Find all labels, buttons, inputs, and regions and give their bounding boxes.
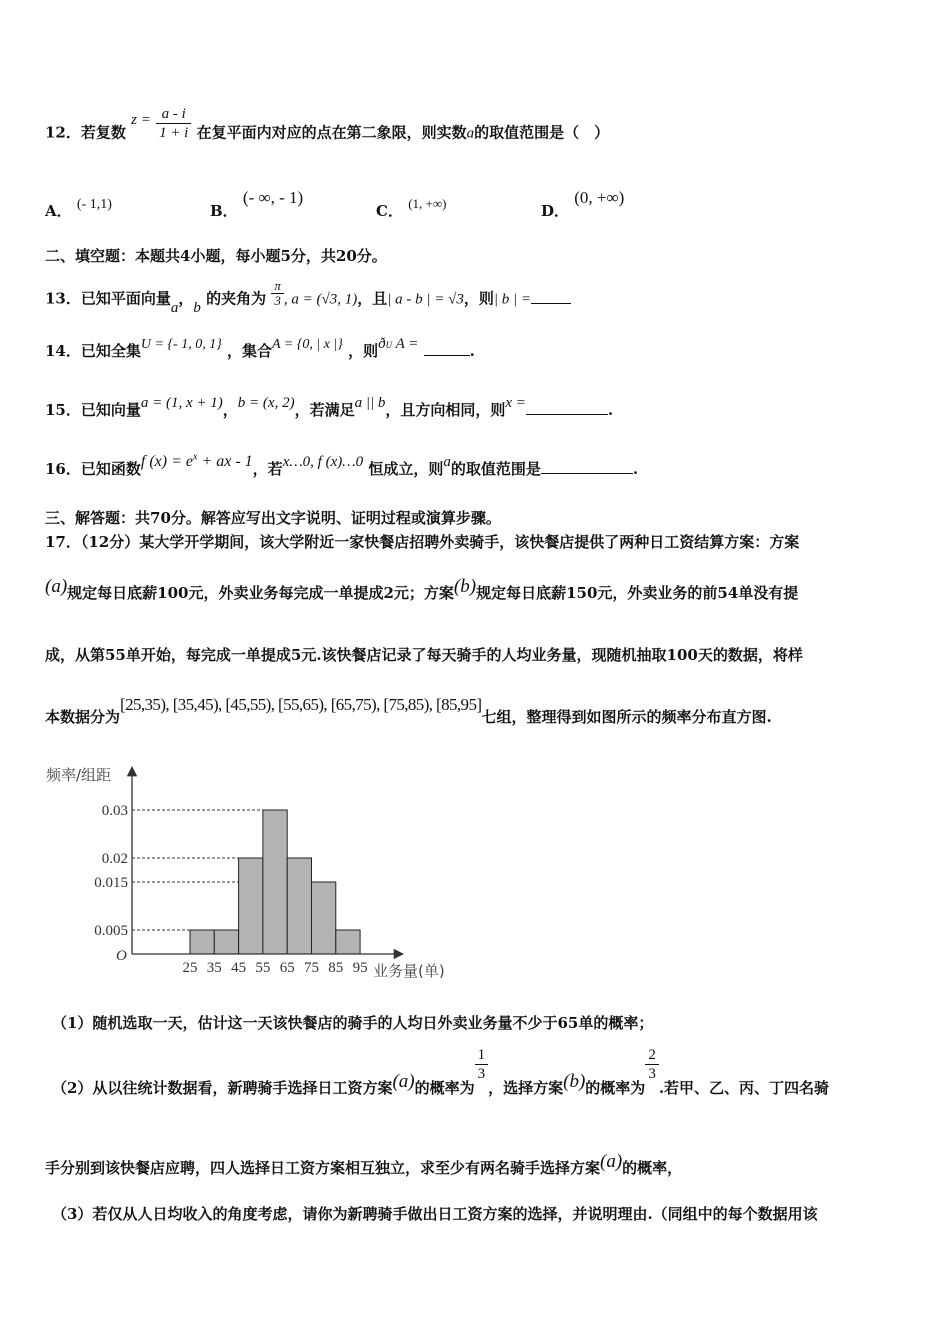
histogram-y-ticks [94,803,128,939]
q17-line4-prefix: 本数据分为 [45,708,121,726]
q17-line4-suffix: 七组，整理得到如图所示的频率分布直方图. [481,708,772,726]
q12-option-d-label: D． [541,202,570,220]
q12-formula-num: a - i [156,105,191,124]
q14-line [45,336,475,361]
q17-plan-b: (b) [453,576,477,597]
q17-sub2-p1 [475,1046,489,1083]
histogram-x-tick-label: 75 [304,960,319,976]
q17-line2-a: 规定每日底薪100元，外卖业务每完成一单提成2元；方案 [67,584,454,602]
q12-option-d [541,187,625,220]
q12-formula-lhs: z = [131,111,151,128]
histogram-x-tick-label: 25 [182,960,198,976]
q14-ask [378,336,418,352]
histogram-x-label: 业务量(单) [373,962,445,980]
q17-sub2-p2 [645,1046,659,1083]
histogram-x-tick-label: 55 [255,960,271,976]
q12-option-a [45,192,112,220]
q17-sub2-line1 [52,1046,830,1097]
q17-sub2-e: .若甲、乙、丙、丁四名骑 [658,1078,830,1097]
q17-sub1: （1）随机选取一天，估计这一天该快餐店的骑手的人均日外卖业务量不少于65单的概率； [52,1014,654,1032]
q17-sub2-d: 的概率为 [585,1078,646,1097]
q16-cond: x…0, f (x)…0 [282,454,364,470]
q12-option-b [210,187,304,220]
q13-angle-den: 3 [274,293,281,308]
histogram-y-tick-label: 0.03 [101,803,128,819]
histogram-bar-25-35 [190,930,214,954]
histogram-x-tick-label: 45 [231,960,247,976]
q14-set-u: U = {- 1, 0, 1} [140,337,222,352]
q14-complement-symbol: ð [378,336,386,352]
histogram-bar-85-95 [336,930,360,954]
q17-line3: 成，从第55单开始，每完成一单提成5元.该快餐店记录了每天骑手的人均业务量，现随机抽取100天的数据，将样 [45,646,803,664]
q14-answer-blank[interactable] [424,341,470,356]
q12-line [45,106,610,152]
q15-answer-blank[interactable] [526,400,608,415]
q14-set-a: A = {0, | x |} [272,337,343,352]
q13-vec-a: a [170,299,179,316]
q16-func-tail: + ax - 1 [201,453,253,470]
histogram-bar-45-55 [239,858,263,954]
histogram-x-tick-label: 35 [206,960,222,976]
q15-mid: ，若满足 [294,401,355,419]
q12-option-b-value: (- ∞, - 1) [242,188,304,207]
histogram-origin: O [116,948,127,964]
q13-then: ，则 [463,289,494,308]
q17-sub2-plan-a: (a) [392,1070,415,1092]
q16-tail: 恒成立，则 [368,460,444,478]
q13-mid: 的夹角为 [206,289,267,308]
histogram-bar-65-75 [287,858,311,954]
histogram-x-ticks [183,960,368,976]
q12-formula-den: 1 + i [159,125,189,141]
q13-cond: | a - b | = √3 [387,291,464,308]
q17-sub2-b: 的概率为 [414,1078,475,1097]
q13-given: , a = (√3, 1) [283,291,358,308]
q15-tail: ，且方向相同，则 [385,401,506,419]
q17-sub3: （3）若仅从人日均收入的角度考虑，请你为新聘骑手做出日工资方案的选择，并说明理由.（同组中的每个数据用该 [52,1205,818,1223]
q16-answer-blank[interactable] [541,459,633,474]
q12-formula-fraction [156,105,191,142]
q13-line [45,278,571,316]
q17-line4 [45,694,772,726]
q13-angle [271,279,284,308]
q16-end: . [632,460,639,478]
q15-ask: x = [505,395,526,411]
histogram-x-tick-label: 85 [328,960,344,976]
q15-end: . [607,401,614,419]
histogram-x-tick-label: 65 [279,960,295,976]
q17-sub2-line2-b: 的概率， [622,1159,683,1177]
q17-sub2-line2-plan: (a) [600,1151,623,1172]
q13-answer-blank[interactable] [531,289,571,304]
q13-and: ，且 [357,289,388,308]
histogram-bar-35-45 [214,930,238,954]
q13-prefix: 13．已知平面向量 [45,289,171,308]
histogram-bar-55-65 [263,810,287,954]
histogram-y-label: 频率/组距 [46,766,112,784]
histogram-y-tick-label: 0.02 [101,851,128,867]
q12-option-a-value: (- 1,1) [76,197,112,212]
q14-prefix: 14．已知全集 [45,342,141,360]
q16-func [141,453,253,470]
q16-mid: ，若 [252,460,283,478]
q13-sep: ， [178,289,194,308]
q17-line2-b: 规定每日底薪150元，外卖业务的前54单没有提 [476,584,799,602]
frequency-histogram [40,760,480,980]
q17-sub2-p2-den: 3 [648,1066,656,1082]
q12-suffix-b: 的取值范围是（ ） [474,123,610,142]
histogram-x-tick-label: 95 [352,960,368,976]
q15-vec-a: a = (1, x + 1) [140,395,223,411]
q12-var: a [466,125,475,142]
q17-line2 [45,576,799,604]
q15-vec-b: b = (x, 2) [237,395,295,411]
q12-prefix: 12．若复数 [45,123,126,142]
q16-tail2: 的取值范围是 [450,460,541,478]
q14-end: . [469,342,475,360]
q12-option-c [376,192,447,220]
histogram-y-tick-label: 0.015 [94,875,128,891]
q15-prefix: 15．已知向量 [45,401,141,419]
q17-sub2-line2 [45,1145,683,1177]
q17-intervals: [25,35), [35,45), [45,55), [55,65), [65,75), [75,85), [85,95] [120,695,482,714]
q17-sub2-a: （2）从以往统计数据看，新聘骑手选择日工资方案 [52,1078,393,1097]
q13-angle-num: π [271,279,284,294]
q14-mid: ，集合 [227,342,273,360]
q17-line1: 17．（12分）某大学开学期间，该大学附近一家快餐店招聘外卖骑手，该快餐店提供了两种日工资结算方案：方案 [45,533,800,551]
q15-sep: ， [222,401,238,419]
q16-var: a [443,454,451,470]
histogram-bar-75-85 [312,882,336,954]
q16-func-sup: x [192,451,198,463]
q17-sub2-p1-num: 1 [475,1046,489,1065]
q14-complement-sub: U [385,340,393,350]
section3-heading: 三、解答题：共70分。解答应写出文字说明、证明过程或演算步骤。 [45,509,501,527]
q12-option-b-label: B． [210,202,238,220]
q13-ask: | b | = [493,291,532,308]
q17-sub2-c: ，选择方案 [488,1078,564,1097]
histogram-bars [190,810,360,954]
q17-sub2-plan-b: (b) [563,1070,586,1092]
section2-heading: 二、填空题：本题共4小题，每小题5分，共20分。 [45,247,387,265]
q17-sub2-line2-a: 手分别到该快餐店应聘，四人选择日工资方案相互独立，求至少有两名骑手选择方案 [45,1159,601,1177]
q13-vec-b: b [193,299,201,316]
histogram-y-tick-label: 0.005 [94,923,128,939]
q12-option-c-value: (1, +∞) [408,196,447,211]
q14-then: ，则 [348,342,379,360]
q12-option-c-label: C． [376,202,403,220]
q12-option-a-label: A． [45,202,72,220]
q15-line [45,395,614,420]
q17-plan-a: (a) [45,576,68,597]
q12-suffix-a: 在复平面内对应的点在第二象限，则实数 [196,123,467,142]
q17-sub2-p2-num: 2 [645,1046,659,1065]
q17-sub2-p1-den: 3 [477,1066,486,1082]
q15-cond: a || b [354,395,386,411]
q16-func-main: f (x) = e [140,453,193,470]
q16-prefix: 16．已知函数 [45,460,141,478]
q14-ask-tail: A = [395,336,419,352]
q16-line [45,451,639,479]
q12-option-d-value: (0, +∞) [574,188,625,207]
